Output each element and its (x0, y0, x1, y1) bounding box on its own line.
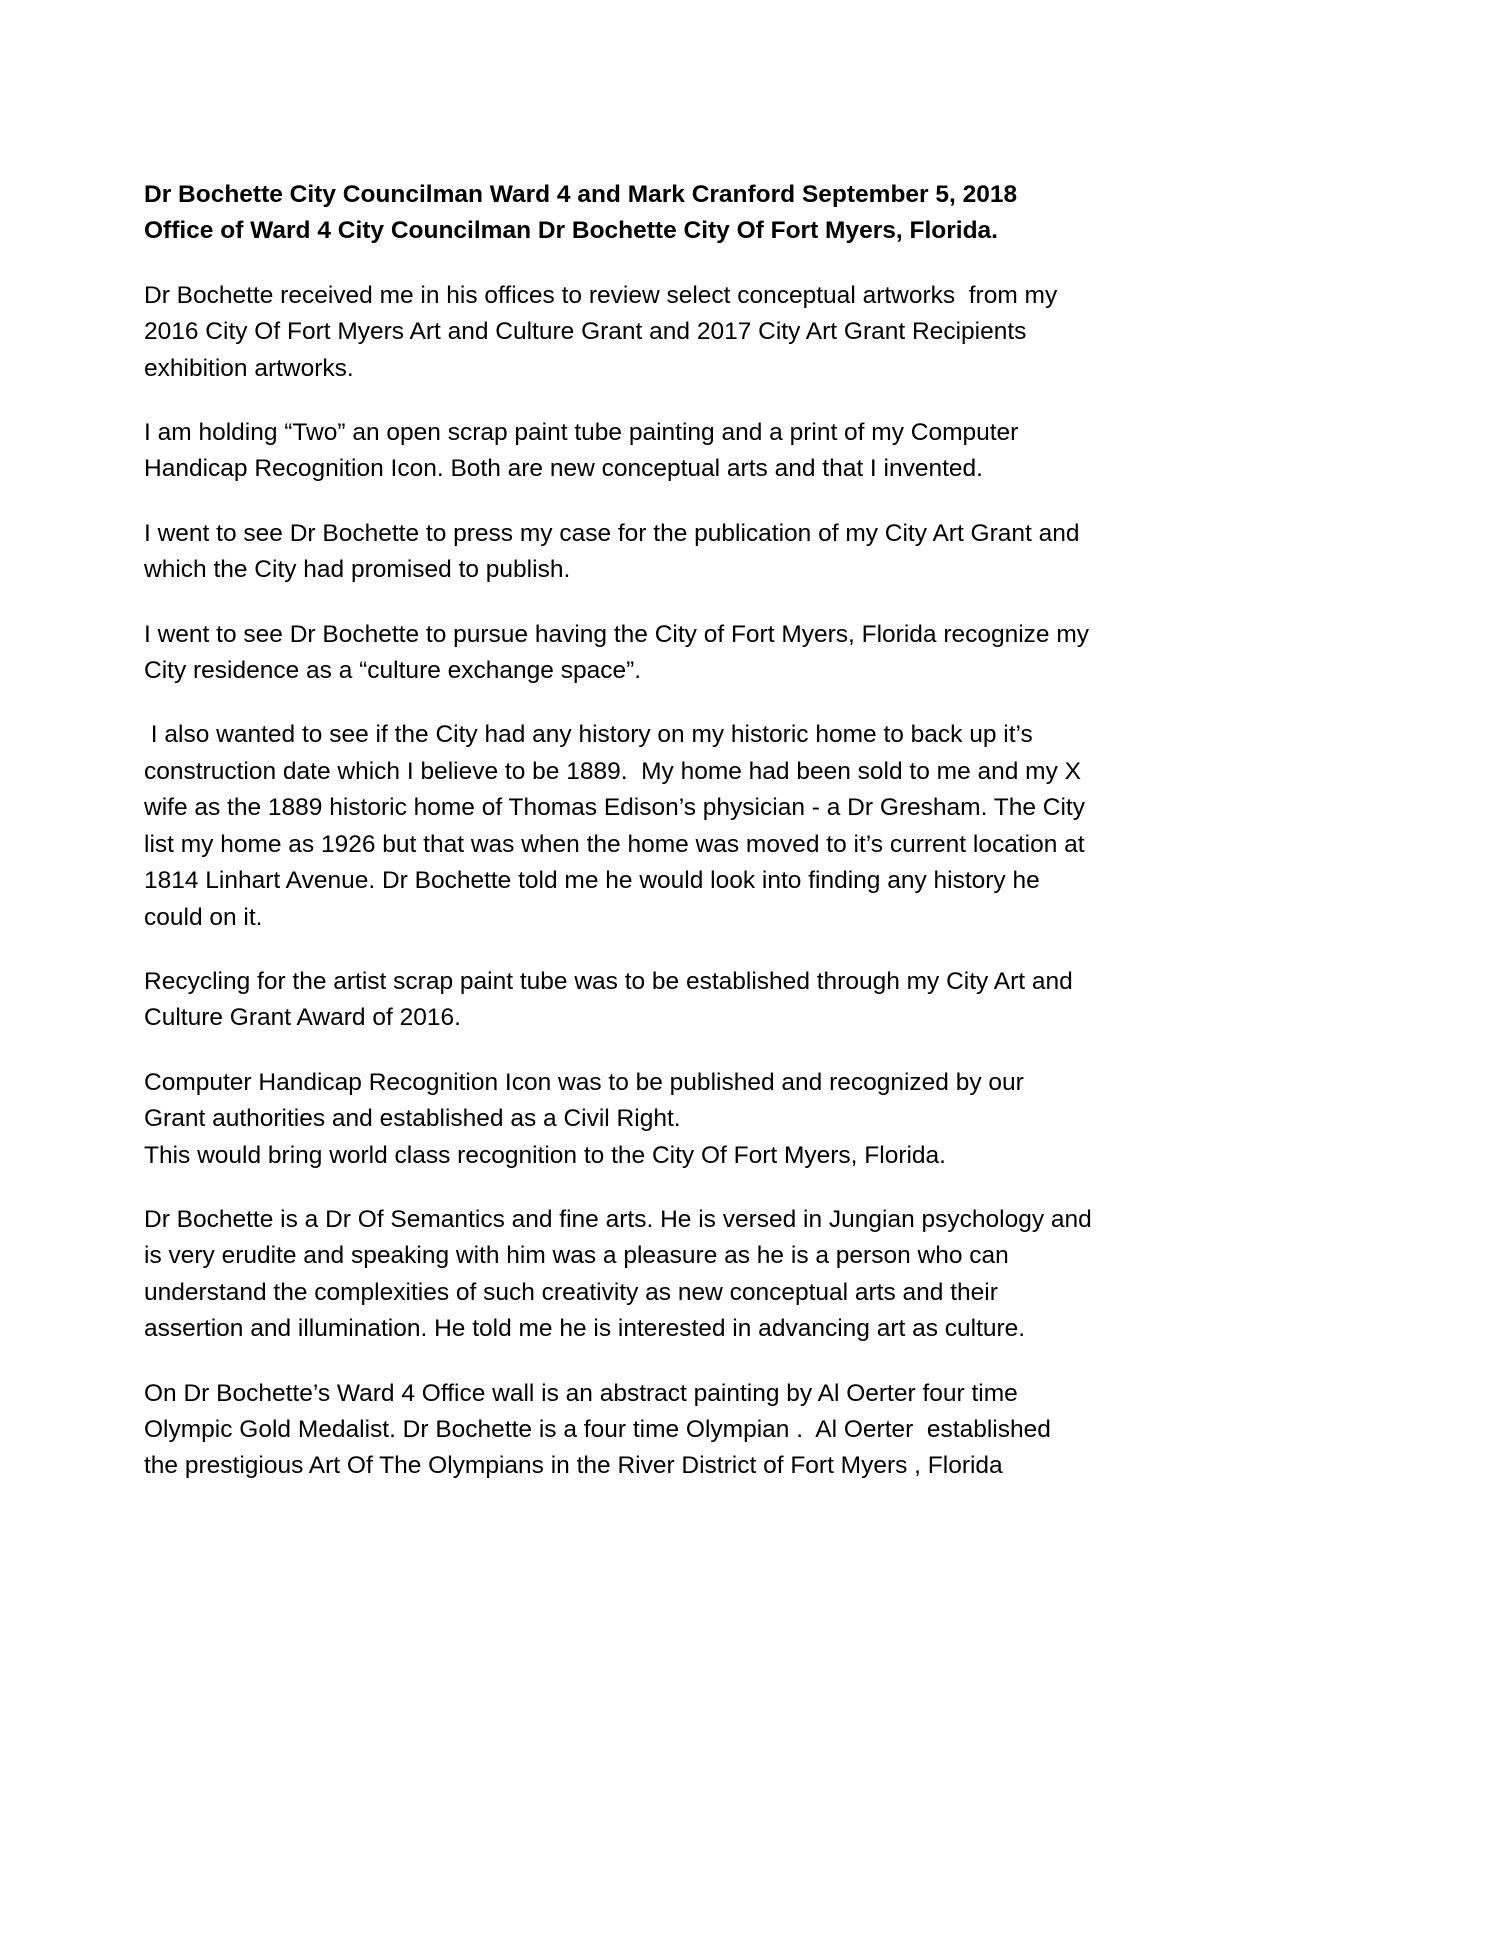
text-line: City residence as a “culture exchange space”. (144, 657, 642, 685)
paragraph-holding-two (144, 415, 1356, 488)
text-line: On Dr Bochette’s Ward 4 Office wall is an abstract painting by Al Oerter four time (144, 1379, 1018, 1407)
text-line: is very erudite and speaking with him was a pleasure as he is a person who can (144, 1242, 1009, 1270)
text-line: list my home as 1926 but that was when the home was moved to it’s current location at (144, 830, 1085, 858)
text-line: the prestigious Art Of The Olympians in the River District of Fort Myers , Florida (144, 1452, 1003, 1480)
text-line: I went to see Dr Bochette to press my case for the publication of my City Art Grant and (144, 519, 1080, 547)
text-line: could on it. (144, 903, 263, 931)
paragraph-semantics (144, 1202, 1356, 1348)
text-line: understand the complexities of such creativity as new conceptual arts and their (144, 1278, 998, 1306)
text-line: This would bring world class recognition to the City Of Fort Myers, Florida. (144, 1141, 946, 1169)
text-line: assertion and illumination. He told me he is interested in advancing art as culture. (144, 1315, 1026, 1343)
text-line: Culture Grant Award of 2016. (144, 1004, 461, 1032)
paragraph-received-me (144, 278, 1356, 387)
text-line: which the City had promised to publish. (144, 556, 571, 584)
text-line: wife as the 1889 historic home of Thomas Edison’s physician - a Dr Gresham. The City (144, 794, 1085, 822)
text-line: I am holding “Two” an open scrap paint tube painting and a print of my Computer (144, 419, 1019, 447)
title-line: Dr Bochette City Councilman Ward 4 and Mark Cranford September 5, 2018 (144, 181, 1018, 208)
text-line: Dr Bochette is a Dr Of Semantics and fine arts. He is versed in Jungian psychology and (144, 1205, 1092, 1233)
text-line: Olympic Gold Medalist. Dr Bochette is a four time Olympian . Al Oerter established (144, 1415, 1051, 1443)
text-line: Dr Bochette received me in his offices to review select conceptual artworks from my (144, 281, 1058, 309)
paragraph-recycling (144, 964, 1356, 1037)
paragraph-al-oerter (144, 1376, 1356, 1485)
text-line: construction date which I believe to be 1889. My home had been sold to me and my X (144, 757, 1081, 785)
document-title (144, 177, 1356, 250)
text-line: 1814 Linhart Avenue. Dr Bochette told me he would look into finding any history he (144, 867, 1040, 895)
text-line: Recycling for the artist scrap paint tube was to be established through my City Art and (144, 967, 1073, 995)
paragraph-historic-home (144, 717, 1356, 935)
text-line: I also wanted to see if the City had any history on my historic home to back up it’s (144, 721, 1033, 749)
paragraph-culture-exchange (144, 617, 1356, 690)
text-line: Handicap Recognition Icon. Both are new conceptual arts and that I invented. (144, 455, 983, 483)
text-line: Computer Handicap Recognition Icon was to be published and recognized by our (144, 1068, 1024, 1096)
paragraph-recognition-icon (144, 1065, 1356, 1174)
text-line: Grant authorities and established as a Civil Right. (144, 1105, 681, 1133)
text-line: exhibition artworks. (144, 354, 354, 382)
title-line: Office of Ward 4 City Councilman Dr Bochette City Of Fort Myers, Florida. (144, 217, 998, 245)
document-content (144, 177, 1356, 1485)
paragraph-press-case (144, 516, 1356, 589)
text-line: I went to see Dr Bochette to pursue having the City of Fort Myers, Florida recognize my (144, 620, 1090, 648)
text-line: 2016 City Of Fort Myers Art and Culture Grant and 2017 City Art Grant Recipients (144, 318, 1027, 346)
